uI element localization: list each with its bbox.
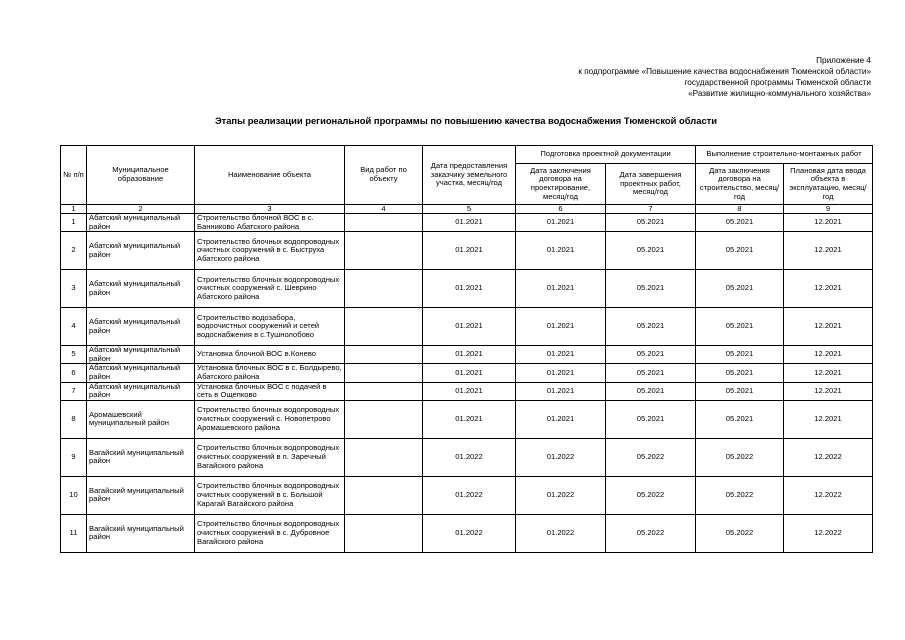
row-number: 3 <box>61 270 87 308</box>
work-type-cell <box>345 400 423 438</box>
table-row <box>61 400 873 438</box>
design-contract-cell: 01.2022 <box>516 514 606 552</box>
column-number: 6 <box>516 205 606 214</box>
municipality-cell: Абатский муниципальный район <box>87 270 195 308</box>
work-type-cell <box>345 232 423 270</box>
commission-date-cell: 12.2021 <box>784 346 873 364</box>
column-number: 2 <box>87 205 195 214</box>
object-name-cell: Строительство блочных водопроводных очистных сооружений с. Новопетрово Аромашевского района <box>195 400 345 438</box>
row-number: 5 <box>61 346 87 364</box>
work-type-cell <box>345 346 423 364</box>
work-type-cell <box>345 364 423 382</box>
header-work-type: Вид работ по объекту <box>345 146 423 205</box>
municipality-cell: Вагайский муниципальный район <box>87 438 195 476</box>
land-date-cell: 01.2022 <box>423 476 516 514</box>
header-municipality: Муниципальное образование <box>87 146 195 205</box>
column-number-row <box>61 205 873 214</box>
land-date-cell: 01.2021 <box>423 270 516 308</box>
table-row <box>61 232 873 270</box>
municipality-cell: Абатский муниципальный район <box>87 364 195 382</box>
design-end-cell: 05.2021 <box>606 270 696 308</box>
column-number: 4 <box>345 205 423 214</box>
land-date-cell: 01.2022 <box>423 438 516 476</box>
build-contract-cell: 05.2021 <box>696 346 784 364</box>
commission-date-cell: 12.2021 <box>784 382 873 400</box>
table-row <box>61 514 873 552</box>
land-date-cell: 01.2021 <box>423 232 516 270</box>
land-date-cell: 01.2022 <box>423 514 516 552</box>
build-contract-cell: 05.2021 <box>696 214 784 232</box>
header-land-date: Дата предоставления заказчику земельного участка, месяц/год <box>423 146 516 205</box>
design-end-cell: 05.2021 <box>606 308 696 346</box>
land-date-cell: 01.2021 <box>423 382 516 400</box>
land-date-cell: 01.2021 <box>423 308 516 346</box>
row-number: 8 <box>61 400 87 438</box>
municipality-cell: Вагайский муниципальный район <box>87 514 195 552</box>
work-type-cell <box>345 476 423 514</box>
municipality-cell: Абатский муниципальный район <box>87 214 195 232</box>
design-end-cell: 05.2021 <box>606 232 696 270</box>
build-contract-cell: 05.2022 <box>696 476 784 514</box>
table-row <box>61 476 873 514</box>
design-contract-cell: 01.2022 <box>516 476 606 514</box>
build-contract-cell: 05.2021 <box>696 232 784 270</box>
column-number: 8 <box>696 205 784 214</box>
design-end-cell: 05.2021 <box>606 214 696 232</box>
table-row <box>61 364 873 382</box>
design-contract-cell: 01.2021 <box>516 364 606 382</box>
build-contract-cell: 05.2021 <box>696 364 784 382</box>
municipality-cell: Абатский муниципальный район <box>87 232 195 270</box>
column-number: 1 <box>61 205 87 214</box>
column-number: 5 <box>423 205 516 214</box>
design-contract-cell: 01.2021 <box>516 382 606 400</box>
stages-table <box>60 145 873 553</box>
table-row <box>61 382 873 400</box>
municipality-cell: Абатский муниципальный район <box>87 382 195 400</box>
commission-date-cell: 12.2021 <box>784 214 873 232</box>
appendix-line: к подпрограмме «Повышение качества водоснабжения Тюменской области» <box>578 67 871 76</box>
municipality-cell: Абатский муниципальный район <box>87 346 195 364</box>
header-build-contract: Дата заключения договора на строительство, месяц/год <box>696 164 784 205</box>
build-contract-cell: 05.2021 <box>696 382 784 400</box>
object-name-cell: Строительство водозабора, водоочистных сооружений и сетей водоснабжения в с.Тушнолобово <box>195 308 345 346</box>
build-contract-cell: 05.2022 <box>696 438 784 476</box>
design-contract-cell: 01.2021 <box>516 214 606 232</box>
table-row <box>61 308 873 346</box>
commission-date-cell: 12.2022 <box>784 514 873 552</box>
design-end-cell: 05.2021 <box>606 364 696 382</box>
header-object: Наименование объекта <box>195 146 345 205</box>
appendix-line: государственной программы Тюменской области <box>684 78 871 87</box>
appendix-line: «Развитие жилищно-коммунального хозяйства» <box>688 89 871 98</box>
design-end-cell: 05.2022 <box>606 476 696 514</box>
commission-date-cell: 12.2022 <box>784 438 873 476</box>
build-contract-cell: 05.2021 <box>696 270 784 308</box>
column-number: 9 <box>784 205 873 214</box>
work-type-cell <box>345 438 423 476</box>
object-name-cell: Установка блочных ВОС в с. Болдырево, Абатского района <box>195 364 345 382</box>
design-contract-cell: 01.2021 <box>516 232 606 270</box>
work-type-cell <box>345 382 423 400</box>
design-end-cell: 05.2021 <box>606 346 696 364</box>
build-contract-cell: 05.2021 <box>696 308 784 346</box>
design-end-cell: 05.2022 <box>606 514 696 552</box>
header-design-contract: Дата заключения договора на проектирование, месяц/год <box>516 164 606 205</box>
commission-date-cell: 12.2021 <box>784 232 873 270</box>
commission-date-cell: 12.2022 <box>784 476 873 514</box>
work-type-cell <box>345 308 423 346</box>
table-row <box>61 346 873 364</box>
row-number: 7 <box>61 382 87 400</box>
object-name-cell: Строительство блочных водопроводных очистных сооружений в с. Быструха Абатского района <box>195 232 345 270</box>
row-number: 1 <box>61 214 87 232</box>
row-number: 10 <box>61 476 87 514</box>
land-date-cell: 01.2021 <box>423 214 516 232</box>
work-type-cell <box>345 214 423 232</box>
object-name-cell: Строительство блочных водопроводных очистных сооружений в с. Большой Карагай Вагайского района <box>195 476 345 514</box>
commission-date-cell: 12.2021 <box>784 270 873 308</box>
document-title: Этапы реализации региональной программы по повышению качества водоснабжения Тюменской области <box>214 115 718 126</box>
design-contract-cell: 01.2021 <box>516 400 606 438</box>
commission-date-cell: 12.2021 <box>784 308 873 346</box>
row-number: 2 <box>61 232 87 270</box>
table-row <box>61 438 873 476</box>
land-date-cell: 01.2021 <box>423 400 516 438</box>
build-contract-cell: 05.2021 <box>696 400 784 438</box>
header-design-group: Подготовка проектной документации <box>516 146 696 164</box>
header-build-group: Выполнение строительно-монтажных работ <box>696 146 873 164</box>
land-date-cell: 01.2021 <box>423 364 516 382</box>
appendix-header <box>451 55 871 99</box>
object-name-cell: Строительство блочных водопроводных очистных сооружений в с. Дубровное Вагайского района <box>195 514 345 552</box>
work-type-cell <box>345 514 423 552</box>
header-commission-date: Плановая дата ввода объекта в эксплуатацию, месяц/год <box>784 164 873 205</box>
object-name-cell: Строительство блочных водопроводных очистных сооружений с. Шеврино Абатского района <box>195 270 345 308</box>
table-row <box>61 214 873 232</box>
commission-date-cell: 12.2021 <box>784 364 873 382</box>
design-contract-cell: 01.2022 <box>516 438 606 476</box>
row-number: 9 <box>61 438 87 476</box>
build-contract-cell: 05.2022 <box>696 514 784 552</box>
object-name-cell: Строительство блочных водопроводных очистных сооружений в п. Заречный Вагайского района <box>195 438 345 476</box>
municipality-cell: Вагайский муниципальный район <box>87 476 195 514</box>
design-end-cell: 05.2021 <box>606 382 696 400</box>
object-name-cell: Строительство блочной ВОС в с. Банниково Абатского района <box>195 214 345 232</box>
design-end-cell: 05.2021 <box>606 400 696 438</box>
column-number: 7 <box>606 205 696 214</box>
land-date-cell: 01.2021 <box>423 346 516 364</box>
object-name-cell: Установка блочных ВОС с подачей в сеть в Ощепково <box>195 382 345 400</box>
design-contract-cell: 01.2021 <box>516 270 606 308</box>
design-contract-cell: 01.2021 <box>516 308 606 346</box>
row-number: 4 <box>61 308 87 346</box>
header-design-end: Дата завершения проектных работ, месяц/год <box>606 164 696 205</box>
municipality-cell: Аромашевский муниципальный район <box>87 400 195 438</box>
design-end-cell: 05.2022 <box>606 438 696 476</box>
row-number: 6 <box>61 364 87 382</box>
header-num: № п/п <box>61 146 87 205</box>
work-type-cell <box>345 270 423 308</box>
object-name-cell: Установка блочной ВОС в.Конево <box>195 346 345 364</box>
table-row <box>61 270 873 308</box>
design-contract-cell: 01.2021 <box>516 346 606 364</box>
column-number: 3 <box>195 205 345 214</box>
appendix-line: Приложение 4 <box>816 56 871 65</box>
row-number: 11 <box>61 514 87 552</box>
municipality-cell: Абатский муниципальный район <box>87 308 195 346</box>
commission-date-cell: 12.2021 <box>784 400 873 438</box>
